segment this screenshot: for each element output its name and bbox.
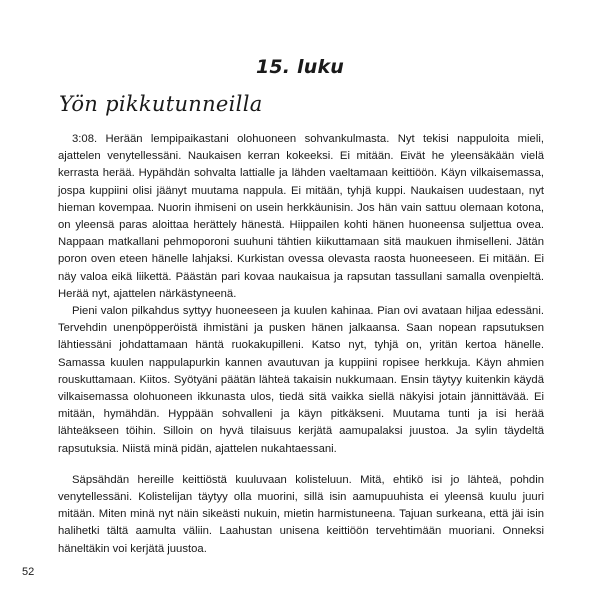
paragraph: 3:08. Herään lempipaikastani olohuoneen sohvankulmasta. Nyt tekisi nappuloita mieli, ajattelen venytellessäni. Naukaisen kerran kokeeksi. Ei mitään. Eivät he yleensäkään vielä kerrasta herää. Hypähdän sohvalta lattialle ja lähden vaeltamaan keittiöön. Käyn vilkaisemassa, jospa kuppiini olisi jäänyt muutama nappula. Ei mitään, tyhjä kuppi. Naukaisen uudestaan, nyt hieman kovempaa. Nuorin ihmiseni on usein herkkäunisin. Jos hän vain sattuu olemaan kotona, on yleensä paras aloittaa herättely hänestä. Hiippailen kohti hänen huoneensa suljettua ovea. Nappaan matkallani pehmoporoni suuhuni tähtien kiikuttamaan sitä maukuen ihmiselleni. Jätän poron oven eteen hänelle lahjaksi. Kurkistan ovessa olevasta raosta huoneeseen. Ei mitään. Ei näy valoa eikä liikettä. Päästän pari kovaa naukaisua ja rapsutan tassullani samalla ovenpieltä. Herää nyt, ajattelen närkästyneenä. bbox=[58, 133, 544, 300]
body-text bbox=[58, 131, 544, 558]
paragraph: Säpsähdän hereille keittiöstä kuuluvaan kolisteluun. Mitä, ehtikö isi jo lähteä, pohdin venytellessäni. Kolistelijan täytyy olla muorini, sillä isin aamupuuhista ei yleensä kuulu juuri mitään. Miten minä nyt näin sikeästi nukuin, mietin harmistuneena. Tajuan surkeana, että jäi isin halihetki tältä aamulta väliin. Laahustan unisena keittiöön tervehtimään muoriani. Onneksi häneltäkin voi kerjätä juustoa. bbox=[58, 473, 544, 555]
page-number: 52 bbox=[22, 566, 35, 578]
section-heading: Yön pikkutunneilla bbox=[59, 92, 263, 116]
chapter-title: 15. luku bbox=[255, 56, 345, 78]
paragraph: Pieni valon pilkahdus syttyy huoneeseen ja kuulen kahinaa. Pian ovi avataan hiljaa edessäni. Tervehdin unenpöpperöistä ihmistäni ja pusken hänen jalkaansa. Saan nopean rapsutuksen lähtiessäni johdattamaan häntä ruokakupilleni. Katso nyt, tyhjä on, yritän kertoa hänelle. Samassa kuulen nappulapurkin kannen avautuvan ja kuppiini ropisee herkkuja. Käyn ahmien rouskuttamaan. Kiitos. Syötyäni päätän lähteä takaisin nukkumaan. Ensin täytyy kuitenkin käydä vilkaisemassa olohuoneen ikkunasta ulos, tiedä sitä vaikka siellä näkyisi jotain jännittävää. Ei mitään, hymähdän. Hyppään sohvalleni ja käyn pitkäkseni. Muutama tunti ja isi herää lähteäkseen töihin. Silloin on hyvä tilaisuus kerjätä aamupalaksi juustoa. Ja sylin täydeltä rapsutuksia. Niistä minä pidän, ajattelen nukahtaessani. bbox=[58, 305, 544, 455]
